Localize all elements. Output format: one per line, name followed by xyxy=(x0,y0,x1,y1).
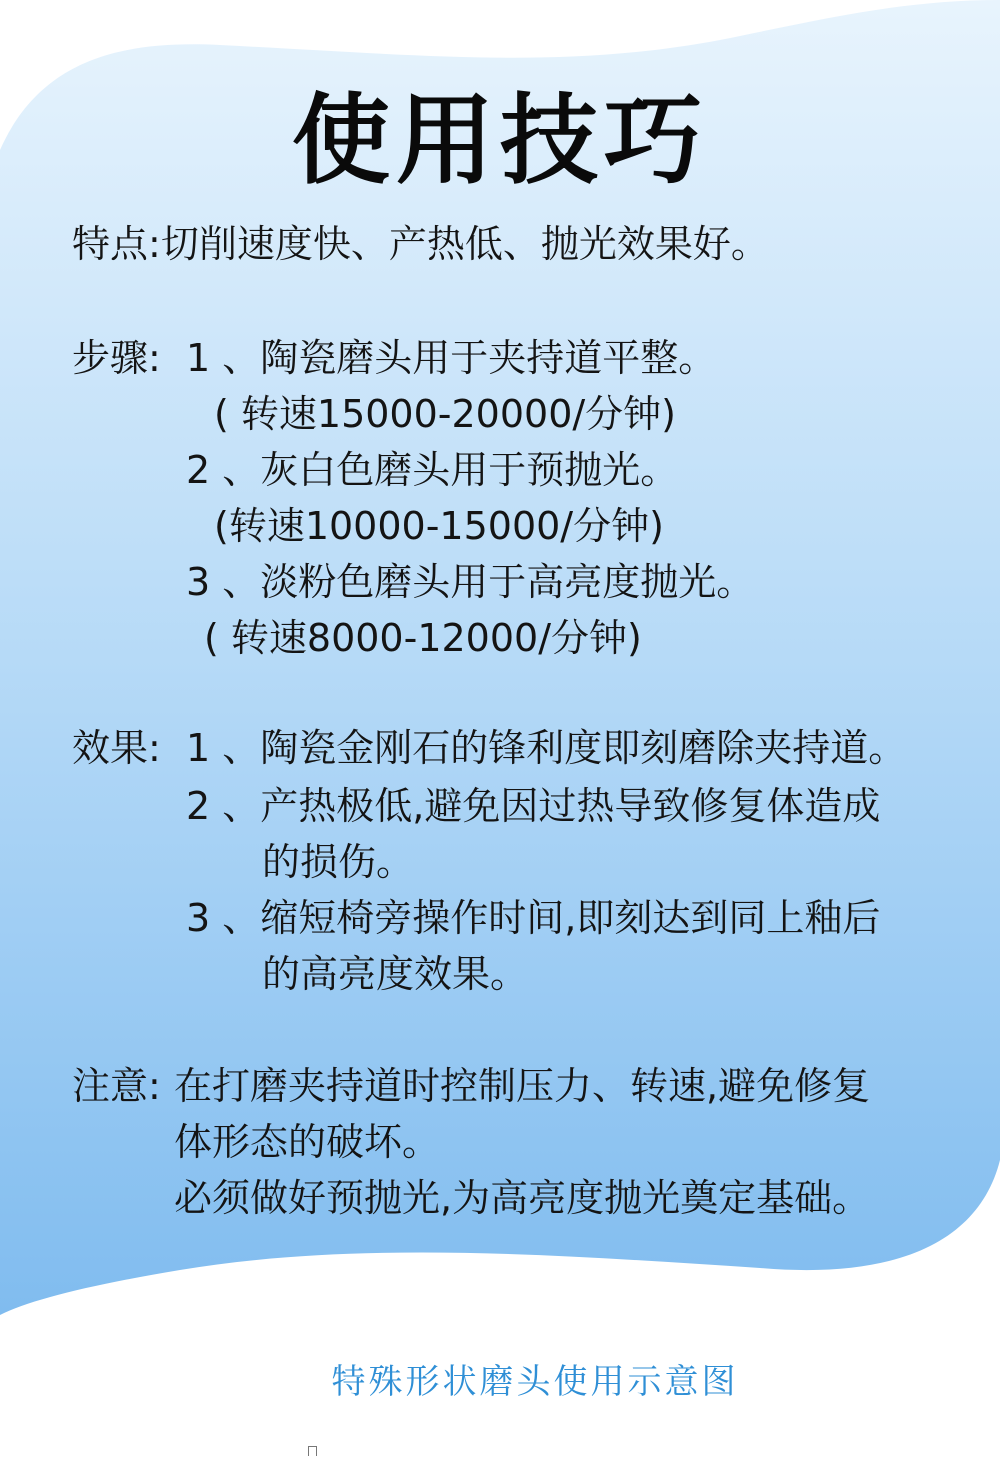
features-text: 切削速度快、产热低、抛光效果好。 xyxy=(160,222,769,266)
effect-3-text: 、缩短椅旁操作时间,即刻达到同上釉后 xyxy=(222,896,881,940)
effect-1 xyxy=(186,726,906,772)
note-line-1: 在打磨夹持道时控制压力、转速,避免修复 xyxy=(174,1064,871,1108)
step-1 xyxy=(186,336,716,382)
effect-3-number: 3 xyxy=(186,896,211,940)
effect-1-number: 1 xyxy=(186,726,211,770)
notes-label: 注意: xyxy=(72,1064,161,1108)
note-line-2: 体形态的破坏。 xyxy=(174,1120,441,1164)
step-2-speed: (转速10000-15000/分钟) xyxy=(214,504,664,548)
effect-2-continuation: 的损伤。 xyxy=(262,840,415,884)
effect-2-text: 、产热极低,避免因过热导致修复体造成 xyxy=(222,784,881,828)
effect-3 xyxy=(186,896,880,942)
diagram-caption: 特殊形状磨头使用示意图 xyxy=(331,1362,739,1402)
effect-2 xyxy=(186,784,880,830)
corner-bracket-icon xyxy=(308,1446,317,1456)
step-3-speed: ( 转速8000-12000/分钟) xyxy=(204,616,642,660)
step-3-text: 、淡粉色磨头用于高亮度抛光。 xyxy=(222,560,755,604)
step-1-speed: ( 转速15000-20000/分钟) xyxy=(214,392,677,436)
step-2-text: 、灰白色磨头用于预抛光。 xyxy=(222,448,679,492)
effects-label: 效果: xyxy=(72,726,161,770)
step-2-number: 2 xyxy=(186,448,211,492)
page-title: 使用技巧 xyxy=(291,84,708,198)
step-2 xyxy=(186,448,678,494)
step-1-number: 1 xyxy=(186,336,211,380)
step-1-text: 、陶瓷磨头用于夹持道平整。 xyxy=(222,336,717,380)
effect-1-text: 、陶瓷金刚石的锋利度即刻磨除夹持道。 xyxy=(222,726,907,770)
note-line-3: 必须做好预抛光,为高亮度抛光奠定基础。 xyxy=(174,1176,871,1220)
effect-2-number: 2 xyxy=(186,784,211,828)
effect-3-continuation: 的高亮度效果。 xyxy=(262,952,529,996)
step-3 xyxy=(186,560,754,606)
step-3-number: 3 xyxy=(186,560,211,604)
features-label: 特点: xyxy=(72,222,161,266)
features-row xyxy=(72,222,769,268)
steps-label: 步骤: xyxy=(72,336,161,380)
